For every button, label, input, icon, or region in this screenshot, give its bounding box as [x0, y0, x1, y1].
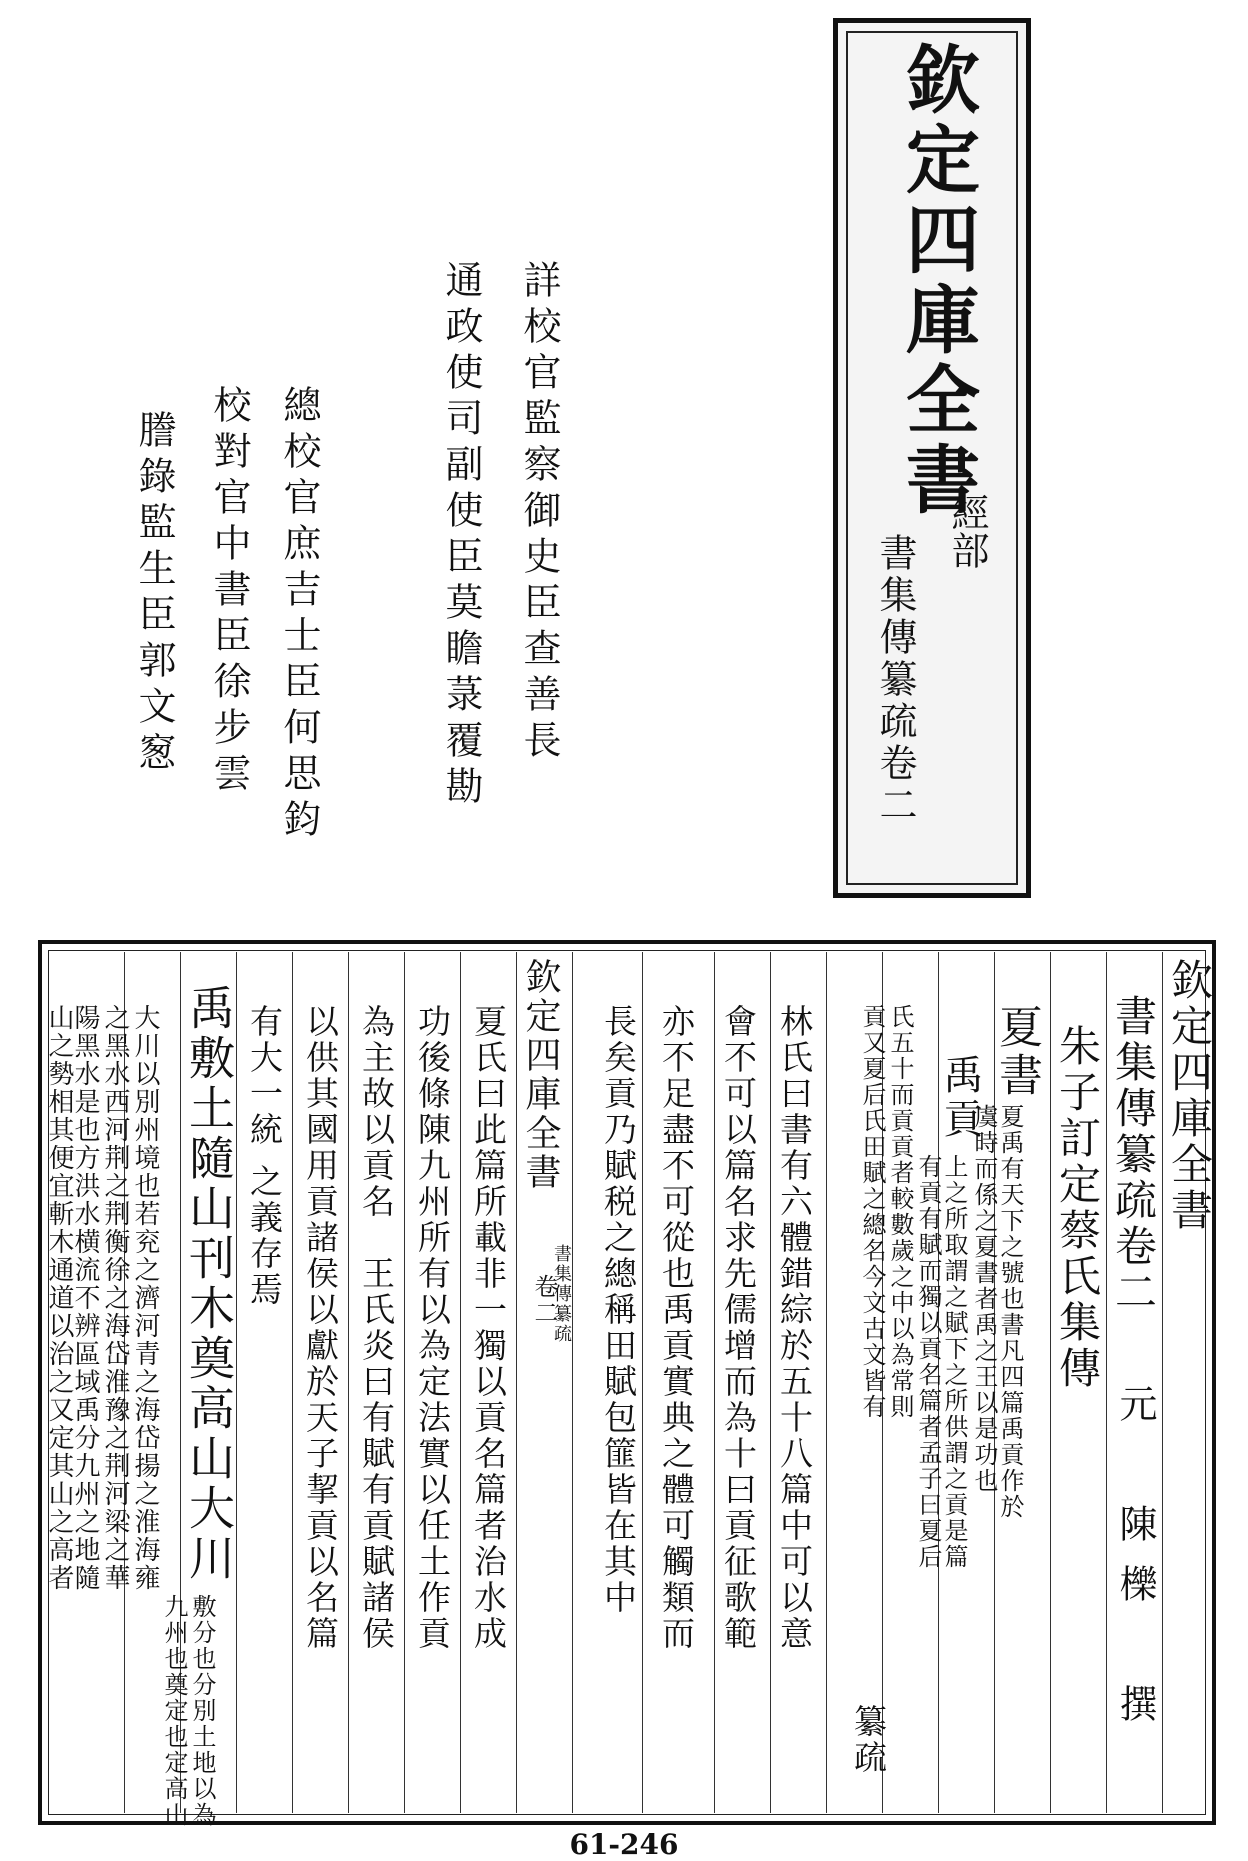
text-col: 以供其國用貢諸侯以獻於天子挈貢以名篇	[301, 1004, 340, 1652]
title-slip	[833, 18, 1031, 898]
page-number: 61-246	[569, 1828, 679, 1861]
fold-volume: 卷二	[530, 1274, 558, 1326]
column-rule	[236, 952, 237, 1813]
staff-col-collator: 校對官中書臣徐步雲	[207, 385, 251, 799]
heading-yu-gong: 禹貢	[937, 1054, 983, 1142]
slip-title: 欽定四庫全書	[894, 41, 980, 521]
page-header: 欽定四庫全書	[1165, 958, 1214, 1234]
text-col: 長矣貢乃賦税之總稱田賦包篚皆在其中	[599, 1004, 638, 1616]
text-col: 山之勢相其便宜斬木通道以治之又定其山之高者	[44, 1004, 74, 1592]
text-col: 之義存焉	[245, 1164, 284, 1308]
author-line: 元 陳櫟 撰	[1113, 1384, 1157, 1744]
text-col: 陽黑水是也方洪水横流不辨區域禹分九州之地隨	[70, 1004, 100, 1592]
column-rule	[1050, 952, 1051, 1813]
text-col: 林氏曰書有六體錯綜於五十八篇中可以意	[775, 1004, 814, 1652]
staff-col-reviewer: 通政使司副使臣莫瞻菉覆勘	[439, 260, 483, 812]
note-yugong-1: 上之所取謂之賦下之所供謂之貢是篇	[940, 1154, 968, 1570]
column-rule	[348, 952, 349, 1813]
slip-subtitle: 書集傳纂疏卷二	[873, 533, 917, 827]
text-col: 為主故以貢名 王氏炎曰有賦有貢賦諸侯	[357, 1004, 396, 1652]
column-rule	[460, 952, 461, 1813]
column-rule	[292, 952, 293, 1813]
fold-header: 欽定四庫全書	[520, 958, 561, 1192]
label-zuanshu: 纂疏	[849, 1704, 888, 1776]
main-text-col: 禹敷土隨山刊木奠高山大川	[182, 984, 236, 1584]
main-page-frame	[38, 940, 1216, 1828]
note-main-2: 九州也奠定也定高山	[160, 1594, 188, 1828]
text-col: 會不可以篇名求先儒增而為十曰貢征歌範	[719, 1004, 758, 1652]
text-col: 大川以別州境也若兖之濟河青之海岱揚之淮海雍	[130, 1004, 160, 1592]
column-rule	[714, 952, 715, 1813]
column-rule	[826, 952, 827, 1813]
column-rule	[1162, 952, 1163, 1813]
column-rule	[572, 952, 573, 1813]
column-rule	[404, 952, 405, 1813]
note-xia-1: 夏禹有天下之號也書凡四篇禹貢作於	[996, 1104, 1024, 1520]
text-col: 功後條陳九州所有以為定法實以任土作貢	[413, 1004, 452, 1652]
text-col: 貢又夏后氏田賦之總名今文古文皆有	[858, 1004, 886, 1420]
text-col: 氏五十而貢貢者較數歲之中以為常則	[886, 1004, 914, 1420]
slip-division: 經部	[945, 493, 989, 569]
column-rule	[642, 952, 643, 1813]
staff-col-proofreader: 詳校官監察御史臣查善長	[517, 260, 561, 766]
column-rule	[1106, 952, 1107, 1813]
staff-col-chief-collator: 總校官庶吉士臣何思鈞	[277, 385, 321, 845]
fold-book-name: 書集傳纂疏	[551, 1244, 572, 1344]
text-col: 有大一統	[245, 1004, 284, 1148]
column-rule	[770, 952, 771, 1813]
column-rule	[516, 952, 517, 1813]
staff-col-copyist: 謄錄監生臣郭文䆫	[132, 410, 176, 778]
text-col: 亦不足盡不可從也禹貢實典之體可觸類而	[657, 1004, 696, 1652]
text-col: 夏氏曰此篇所載非一獨以貢名篇者治水成	[469, 1004, 508, 1652]
heading-xia-shu: 夏書	[991, 1004, 1042, 1100]
book-title: 書集傳纂疏卷二	[1109, 994, 1158, 1316]
note-main-1: 敷分也分別土地以為	[188, 1594, 216, 1828]
text-col: 之黑水西河荆之荆衡徐之海岱淮豫之荆河梁之華	[100, 1004, 130, 1592]
note-xia-2: 虞時而係之夏書者禹之王以是功也	[970, 1104, 998, 1494]
note-yugong-2: 有貢有賦而獨以貢名篇者孟子曰夏后	[914, 1154, 942, 1570]
commentary-title: 朱子訂定蔡氏集傳	[1053, 1024, 1102, 1392]
